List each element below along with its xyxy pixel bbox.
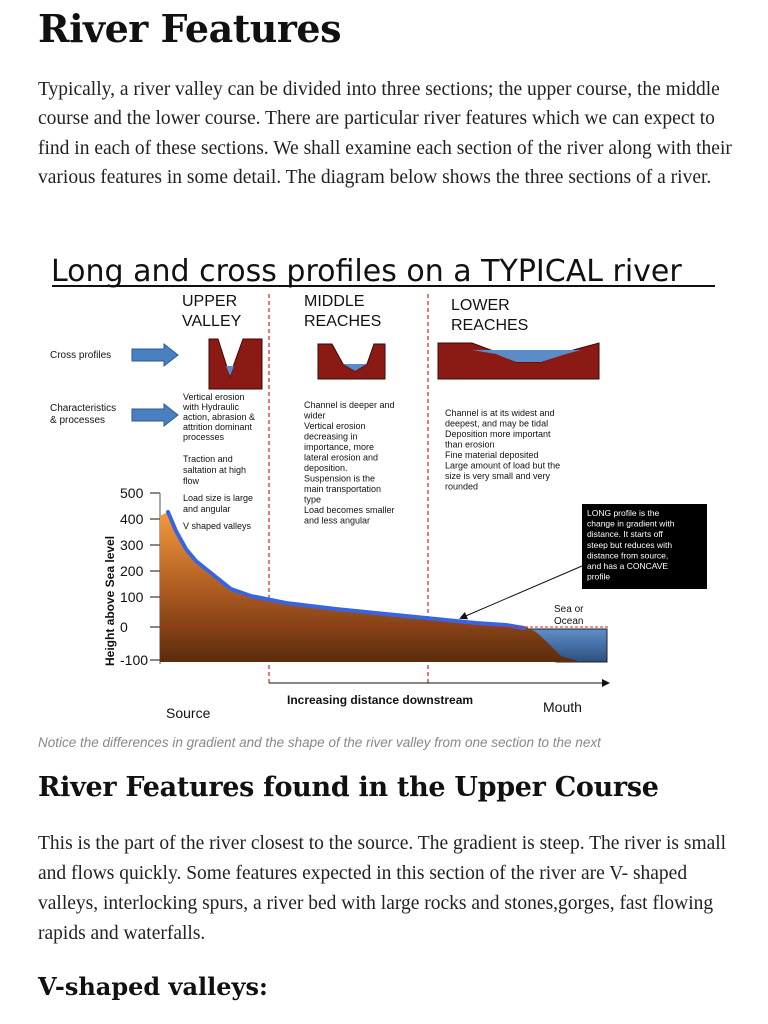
- middleNotes-line: importance, more: [304, 442, 375, 452]
- calloutText-line: LONG profile is the: [587, 508, 660, 518]
- river-profile-diagram: [36, 246, 736, 726]
- cross-profile-upper-v: [209, 339, 262, 389]
- middleNotes-line: Vertical erosion: [304, 421, 366, 431]
- middleNotes-line: Load becomes smaller: [304, 505, 395, 515]
- calloutText-line: distance. It starts off: [587, 529, 663, 540]
- y-tick-label: 0: [120, 619, 128, 635]
- lowerNotes-line: than erosion: [445, 439, 495, 450]
- characteristics-arrow: [132, 404, 178, 426]
- upperNotes-line: V shaped valleys: [183, 521, 252, 531]
- figure-caption: Notice the differences in gradient and the shape of the river valley from one section to the next: [38, 735, 601, 750]
- land-profile: [160, 512, 581, 664]
- upperNotes-line: Vertical erosion: [183, 392, 245, 402]
- section-heading-lower: LOWER REACHES: [451, 297, 529, 334]
- middleNotes-line: main transportation: [304, 484, 382, 494]
- intro-paragraph: Typically, a river valley can be divided into three sections; the upper course, the middle course and the lower course. There are particular river features which we can expect to find in each of these sections. We shall examine each section of the river along with their various features in some detail. The diagram below shows the three sections of a river.: [38, 79, 732, 189]
- calloutText-line: steep but reduces with: [587, 539, 673, 550]
- section-paragraph: This is the part of the river closest to the source. The gradient is steep. The river is small and flows quickly. Some features expected in this section of the river are V- shaped valleys, interlocking spurs, a river bed with large rocks and stones,gorges, fast flowing rapids and waterfalls.: [38, 833, 727, 944]
- y-tick-label: 300: [120, 537, 144, 553]
- upperNotes-line: saltation at high: [183, 465, 247, 475]
- mouth-label: Mouth: [543, 699, 582, 715]
- section-heading-upper: UPPER VALLEY: [182, 293, 242, 330]
- lowerNotes-line: Large amount of load but the: [445, 460, 561, 471]
- middleNotes-line: and less angular: [304, 515, 371, 526]
- middleNotes-line: decreasing in: [304, 431, 358, 442]
- calloutText-line: change in gradient with: [587, 518, 675, 529]
- row-label-characteristics: Characteristics & processes: [50, 403, 117, 426]
- middle-notes: [303, 400, 395, 526]
- x-axis-label: Increasing distance downstream: [287, 693, 474, 707]
- section-heading: River Features found in the Upper Course: [38, 772, 659, 803]
- middleNotes-line: type: [304, 494, 322, 505]
- upperNotes-line: Traction and: [183, 454, 233, 464]
- lowerNotes-line: Channel is at its widest and: [445, 408, 555, 418]
- middleNotes-line: Suspension is the: [304, 473, 376, 484]
- sea-label: Sea or Ocean: [554, 604, 584, 627]
- cross-profile-middle: [318, 344, 385, 379]
- section-heading-middle: MIDDLE REACHES: [304, 293, 382, 330]
- upper-notes: [182, 392, 255, 531]
- middleNotes-line: lateral erosion and: [304, 452, 379, 463]
- y-tick-label: 100: [120, 589, 144, 605]
- sub-heading: V-shaped valleys:: [38, 972, 268, 1001]
- middleNotes-line: deposition.: [304, 463, 348, 473]
- y-axis-label: Height above Sea level: [103, 535, 117, 666]
- y-tick-label: -100: [120, 652, 149, 668]
- lowerNotes-line: Fine material deposited: [445, 450, 539, 460]
- lowerNotes-line: size is very small and very: [445, 471, 551, 481]
- lower-notes: [445, 408, 560, 492]
- calloutText-line: and has a CONCAVE: [587, 561, 669, 571]
- lowerNotes-line: Deposition more important: [445, 429, 551, 439]
- calloutText-line: distance from source,: [587, 550, 669, 561]
- upperNotes-line: with Hydraulic: [183, 402, 240, 412]
- cross-profiles-arrow: [132, 344, 178, 366]
- source-label: Source: [166, 705, 211, 721]
- y-tick-label: 500: [120, 485, 144, 501]
- lowerNotes-line: deepest, and may be tidal: [445, 418, 549, 429]
- lowerNotes-line: rounded: [445, 481, 479, 492]
- calloutText-line: profile: [587, 571, 611, 582]
- y-tick-label: 200: [120, 563, 144, 579]
- middleNotes-line: wider: [304, 410, 326, 421]
- upperNotes-line: processes: [183, 432, 225, 442]
- long-profile-callout-text: [587, 508, 675, 582]
- upperNotes-line: flow: [183, 476, 200, 486]
- page-title: River Features: [38, 6, 341, 51]
- upperNotes-line: and angular: [183, 504, 231, 514]
- upperNotes-line: Load size is large: [183, 493, 254, 503]
- upperNotes-line: attrition dominant: [183, 422, 253, 432]
- upperNotes-line: action, abrasion &: [183, 412, 256, 422]
- row-label-cross-profiles: Cross profiles: [50, 350, 112, 361]
- y-tick-label: 400: [120, 511, 144, 527]
- y-axis-ticks: [120, 485, 160, 668]
- diagram-title: Long and cross profiles on a TYPICAL river: [51, 254, 682, 289]
- middleNotes-line: Channel is deeper and: [304, 400, 395, 410]
